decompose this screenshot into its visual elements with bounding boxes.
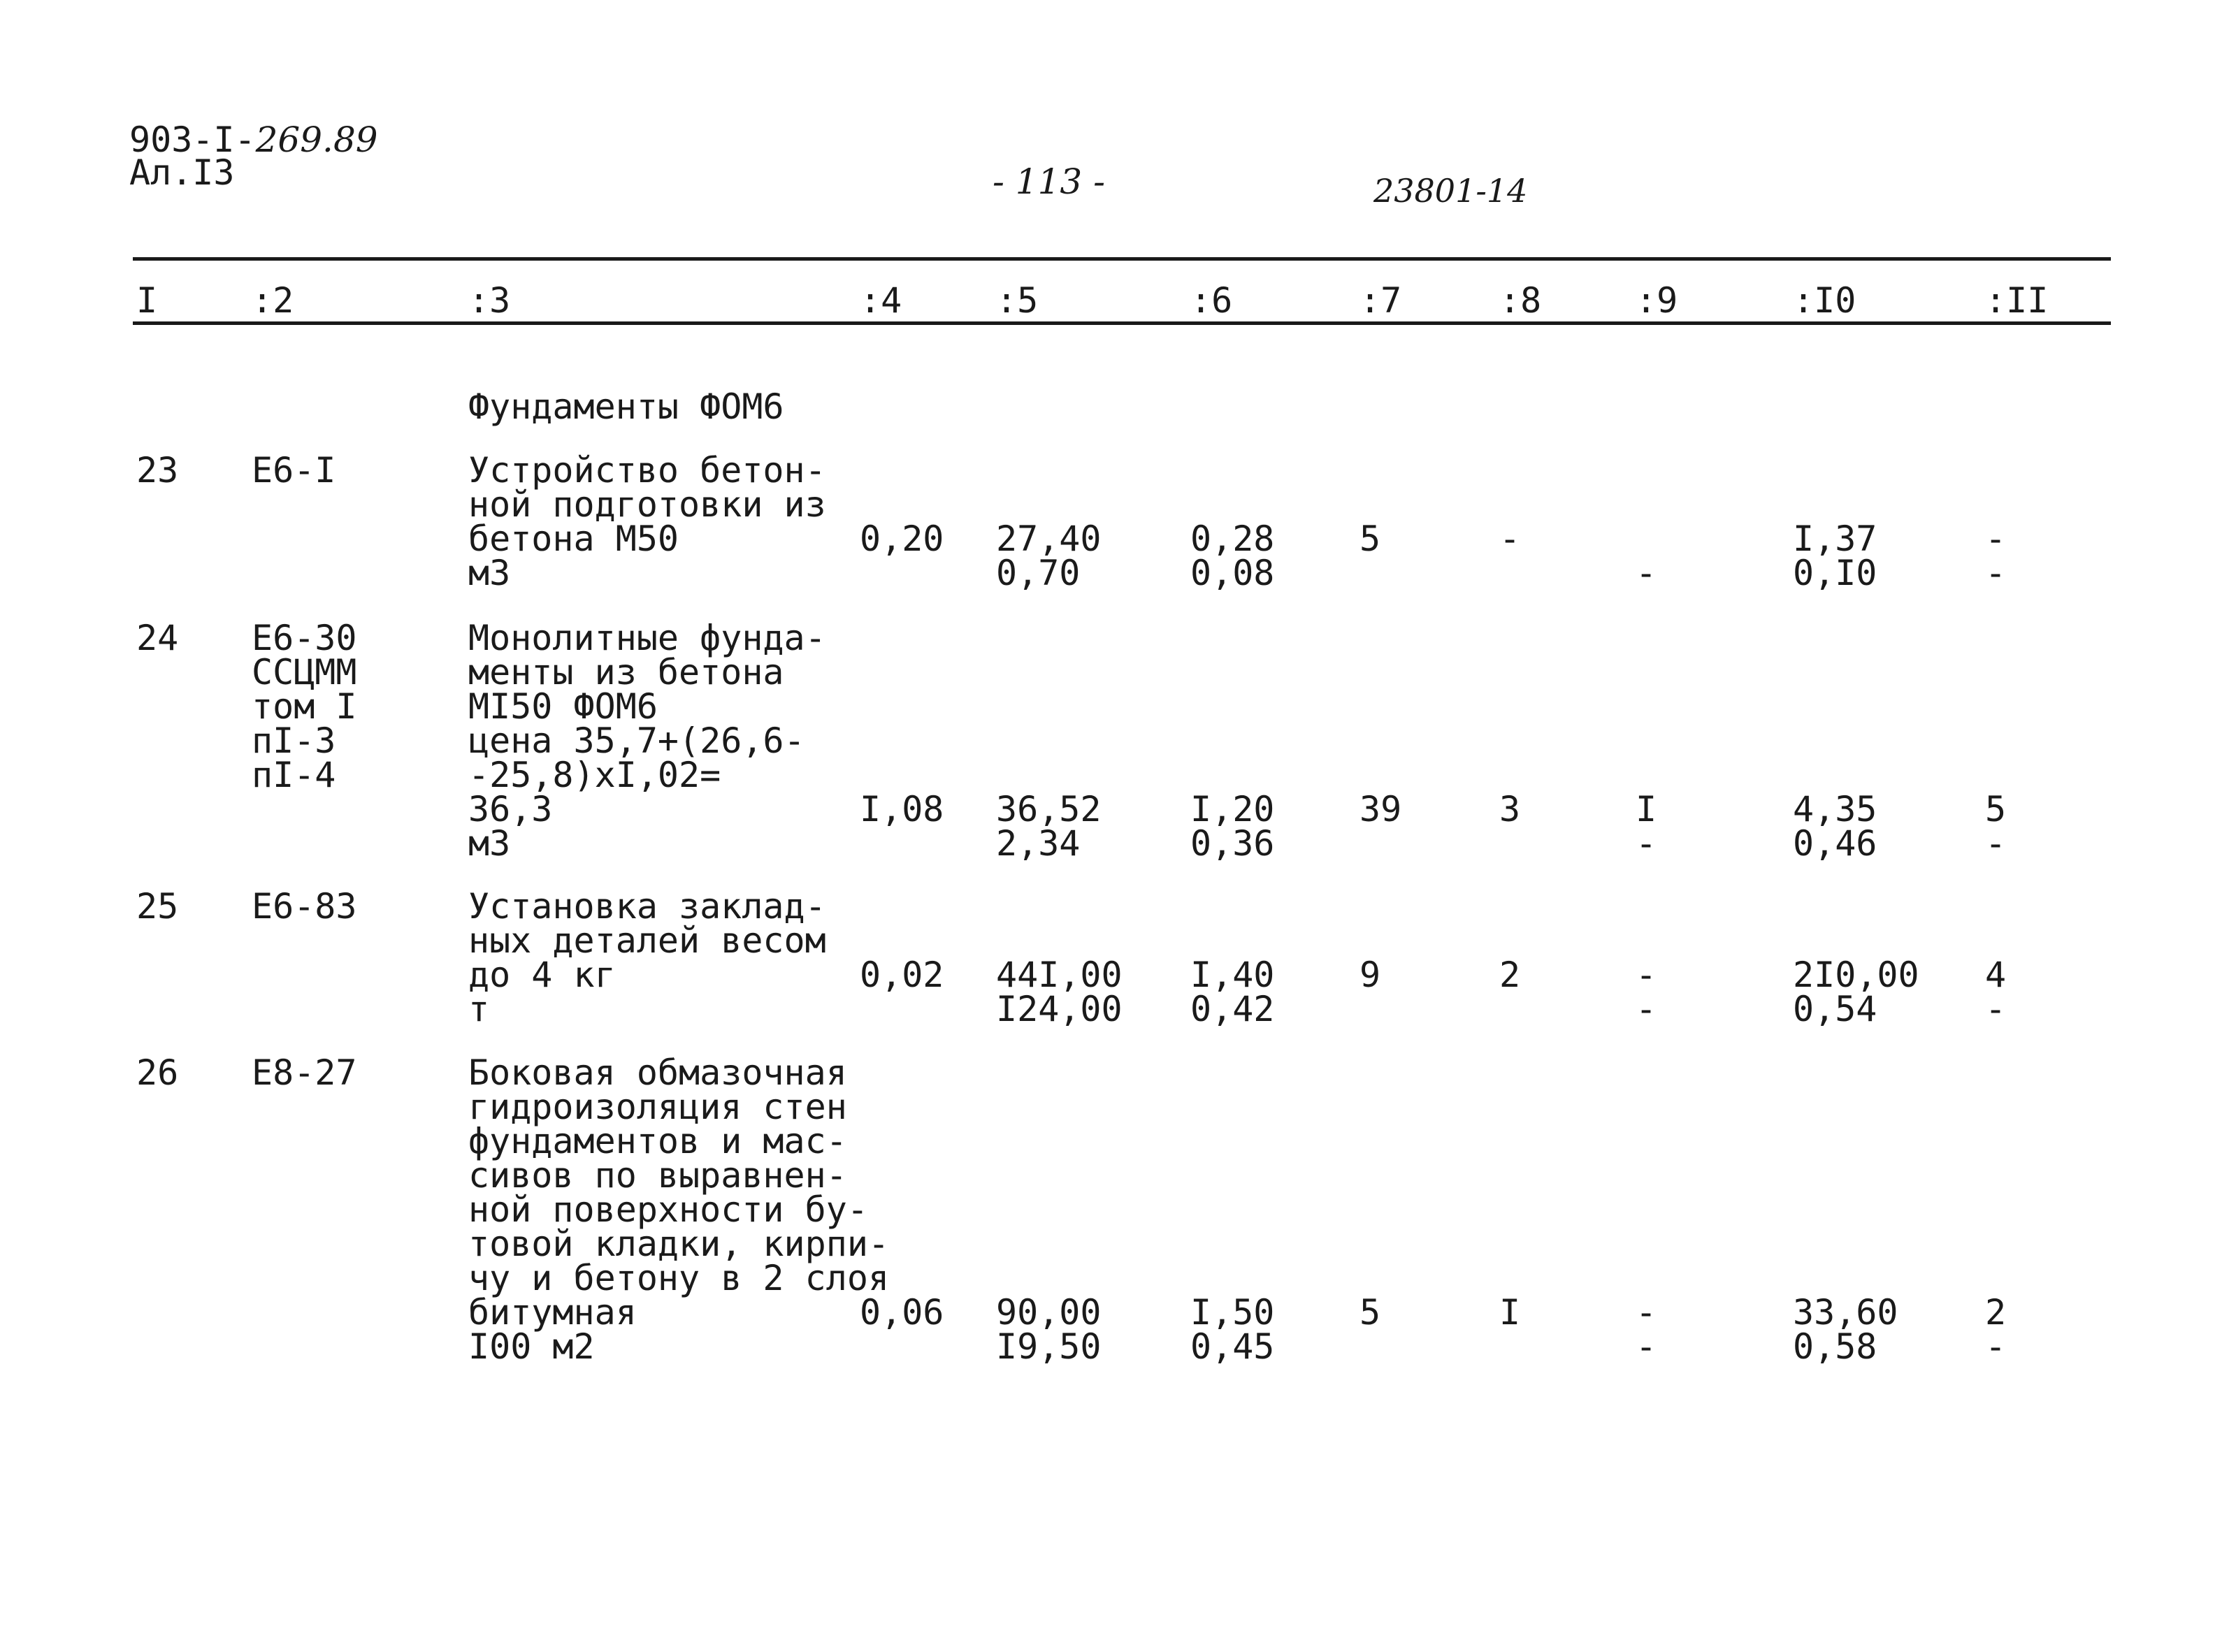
cell-col5: I9,50 bbox=[996, 1326, 1102, 1367]
cell-col5: 44I,00 bbox=[996, 955, 1123, 995]
cell-col6: 0,36 bbox=[1190, 823, 1275, 864]
row-description: ной подготовки из bbox=[468, 484, 826, 525]
cell-col7: 5 bbox=[1359, 1292, 1381, 1333]
column-header: :3 bbox=[468, 280, 511, 321]
row-description: бетона М50 bbox=[468, 519, 679, 559]
cell-col6: I,50 bbox=[1190, 1292, 1275, 1333]
cell-col8: 3 bbox=[1499, 789, 1521, 829]
album-label: Ал.I3 bbox=[129, 152, 235, 193]
row-description: цена 35,7+(26,6- bbox=[468, 720, 805, 761]
cell-col8: 2 bbox=[1499, 955, 1521, 995]
row-description: Установка заклад- bbox=[468, 886, 826, 927]
row-description: Монолитные фунда- bbox=[468, 618, 826, 658]
cell-col5: 36,52 bbox=[996, 789, 1102, 829]
row-code: Е6-I bbox=[252, 450, 336, 491]
column-header: :7 bbox=[1359, 280, 1402, 321]
row-description: ной поверхности бу- bbox=[468, 1189, 868, 1230]
row-description: I00 м2 bbox=[468, 1326, 595, 1367]
cell-col5: 0,70 bbox=[996, 553, 1081, 593]
row-description: Устройство бетон- bbox=[468, 450, 826, 491]
row-description: гидроизоляция стен bbox=[468, 1087, 847, 1127]
row-code: пI-4 bbox=[252, 755, 336, 795]
cell-col7: 39 bbox=[1359, 789, 1402, 829]
cell-col6: 0,45 bbox=[1190, 1326, 1275, 1367]
cell-col9: - bbox=[1636, 989, 1657, 1029]
cell-col10: 0,46 bbox=[1793, 823, 1877, 864]
cell-col5: I24,00 bbox=[996, 989, 1123, 1029]
column-header: :4 bbox=[860, 280, 902, 321]
cell-col10: 33,60 bbox=[1793, 1292, 1898, 1333]
cell-col7: 5 bbox=[1359, 519, 1381, 559]
cell-col6: 0,42 bbox=[1190, 989, 1275, 1029]
column-header: :I0 bbox=[1793, 280, 1856, 321]
cell-col4: 0,02 bbox=[860, 955, 944, 995]
cell-col6: I,40 bbox=[1190, 955, 1275, 995]
cell-col10: 0,I0 bbox=[1793, 553, 1877, 593]
cell-col11: - bbox=[1985, 989, 2007, 1029]
row-number: 26 bbox=[136, 1052, 179, 1093]
row-description: менты из бетона bbox=[468, 652, 784, 693]
cell-col4: 0,06 bbox=[860, 1292, 944, 1333]
row-code: Е6-83 bbox=[252, 886, 357, 927]
column-header: :2 bbox=[252, 280, 294, 321]
row-description: Боковая обмазочная bbox=[468, 1052, 847, 1093]
row-description: МI50 ФОМ6 bbox=[468, 686, 658, 727]
cell-col8: I bbox=[1499, 1292, 1521, 1333]
row-description: ных деталей весом bbox=[468, 920, 826, 961]
row-description: до 4 кг bbox=[468, 955, 616, 995]
page-number: - 113 - bbox=[993, 161, 1106, 202]
row-description: битумная bbox=[468, 1292, 637, 1333]
cell-col11: - bbox=[1985, 519, 2007, 559]
row-description: сивов по выравнен- bbox=[468, 1155, 847, 1196]
cell-col7: 9 bbox=[1359, 955, 1381, 995]
row-number: 24 bbox=[136, 618, 179, 658]
cell-col5: 90,00 bbox=[996, 1292, 1102, 1333]
column-header: I bbox=[136, 280, 158, 321]
cell-col10: 0,54 bbox=[1793, 989, 1877, 1029]
cell-col9: - bbox=[1636, 553, 1657, 593]
row-description: фундаментов и мас- bbox=[468, 1121, 847, 1161]
row-number: 25 bbox=[136, 886, 179, 927]
table-top-rule bbox=[133, 257, 2111, 261]
cell-col11: - bbox=[1985, 553, 2007, 593]
row-number: 23 bbox=[136, 450, 179, 491]
row-description: м3 bbox=[468, 553, 511, 593]
cell-col6: 0,08 bbox=[1190, 553, 1275, 593]
row-description: чу и бетону в 2 слоя bbox=[468, 1258, 890, 1298]
row-code: пI-3 bbox=[252, 720, 336, 761]
cell-col4: I,08 bbox=[860, 789, 944, 829]
cell-col5: 27,40 bbox=[996, 519, 1102, 559]
cell-col5: 2,34 bbox=[996, 823, 1081, 864]
cell-col6: I,20 bbox=[1190, 789, 1275, 829]
doc-code: 23801-14 bbox=[1373, 172, 1528, 210]
row-description: м3 bbox=[468, 823, 511, 864]
cell-col9: - bbox=[1636, 955, 1657, 995]
cell-col9: - bbox=[1636, 823, 1657, 864]
row-code: Е8-27 bbox=[252, 1052, 357, 1093]
series-handwritten: 269.89 bbox=[255, 119, 378, 160]
cell-col9: I bbox=[1636, 789, 1657, 829]
cell-col9: - bbox=[1636, 1326, 1657, 1367]
cell-col9: - bbox=[1636, 1292, 1657, 1333]
cell-col11: - bbox=[1985, 823, 2007, 864]
cell-col11: 2 bbox=[1985, 1292, 2007, 1333]
column-header: :6 bbox=[1190, 280, 1233, 321]
column-header: :8 bbox=[1499, 280, 1542, 321]
row-description: товой кладки, кирпи- bbox=[468, 1224, 890, 1264]
column-header: :II bbox=[1985, 280, 2049, 321]
cell-col11: 5 bbox=[1985, 789, 2007, 829]
column-header: :5 bbox=[996, 280, 1039, 321]
cell-col10: 2I0,00 bbox=[1793, 955, 1919, 995]
row-code: ССЦММ bbox=[252, 652, 357, 693]
row-description: т bbox=[468, 989, 490, 1029]
cell-col10: 4,35 bbox=[1793, 789, 1877, 829]
row-description: -25,8)xI,02= bbox=[468, 755, 721, 795]
cell-col4: 0,20 bbox=[860, 519, 944, 559]
series-prefix: 903-I- bbox=[129, 119, 256, 160]
column-header: :9 bbox=[1636, 280, 1678, 321]
cell-col10: I,37 bbox=[1793, 519, 1877, 559]
cell-col11: - bbox=[1985, 1326, 2007, 1367]
row-description: 36,3 bbox=[468, 789, 553, 829]
table-header-rule bbox=[133, 321, 2111, 325]
cell-col8: - bbox=[1499, 519, 1521, 559]
cell-col6: 0,28 bbox=[1190, 519, 1275, 559]
row-code: Е6-30 bbox=[252, 618, 357, 658]
section-title: Фундаменты ФОМ6 bbox=[468, 386, 784, 427]
row-code: том I bbox=[252, 686, 357, 727]
cell-col10: 0,58 bbox=[1793, 1326, 1877, 1367]
cell-col11: 4 bbox=[1985, 955, 2007, 995]
